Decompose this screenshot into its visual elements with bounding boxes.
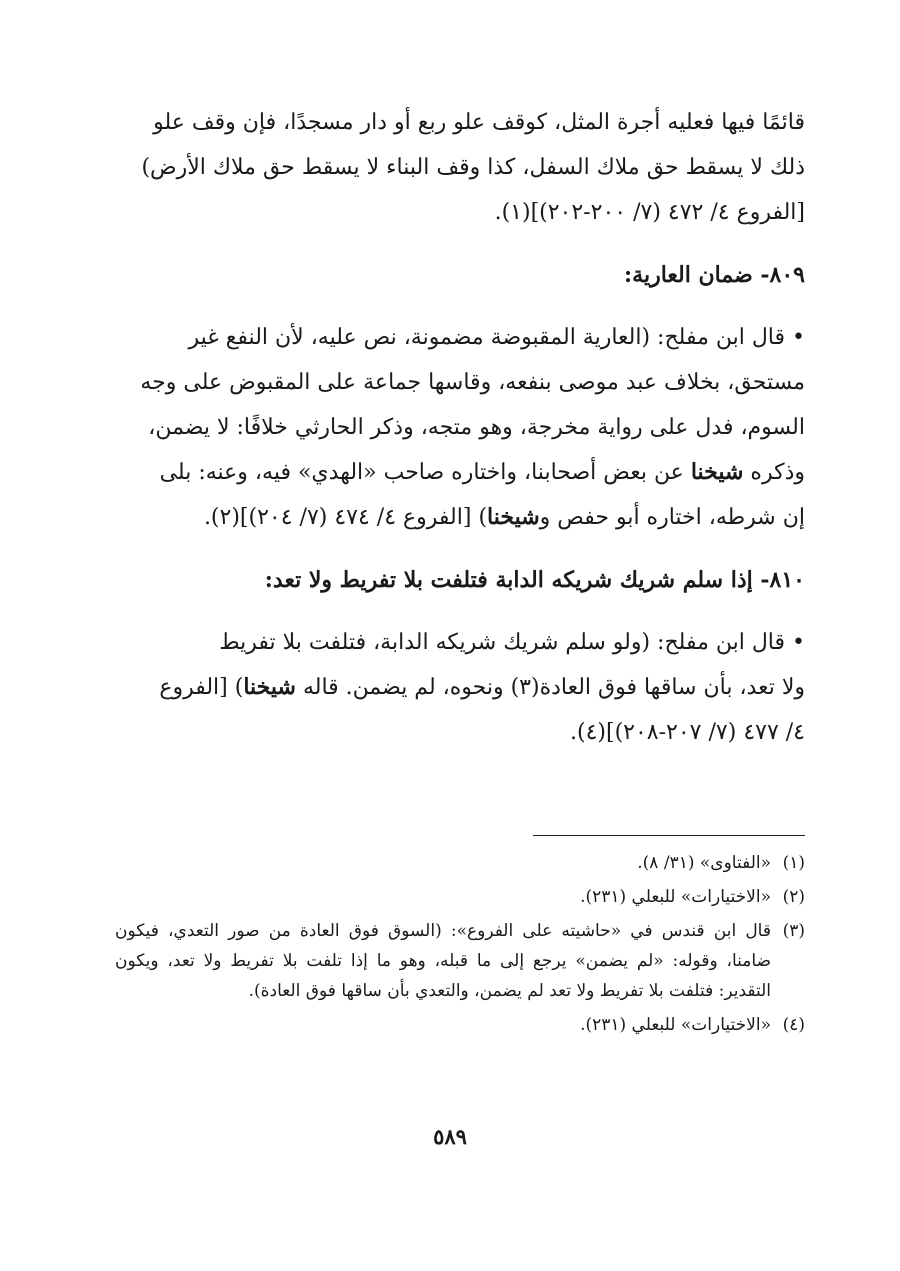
footnotes [115,848,805,1044]
paragraph-ariya [105,315,805,540]
page-number: ٥٨٩ [433,1124,467,1149]
paragraph-waqf [105,100,805,235]
footnote-text: قال ابن قندس في «حاشيته على الفروع»: (السوق فوق العادة من صور التعدي، فيكون ضامنا، وقوله: «لم يضمن» يرجع إلى ما قبله، وهو ما إذا تلفت بلا تفريط ولا تعد، ويكون التقدير: فتلفت بلا تفريط ولا تعد لم يضمن، والتعدي بأن ساقها فوق العادة). [115,921,771,1001]
bold-term: شيخنا [487,504,540,530]
footnote-number: (١) [782,853,805,873]
heading-809: ٨٠٩- ضمان العارية: [624,262,805,288]
text-line: ٤/ ٤٧٧ (٧/ ٢٠٧-٢٠٨)](٤). [570,720,805,745]
text-line: إن شرطه، اختاره أبو حفص وشيخنا) [الفروع ٤/ ٤٧٤ (٧/ ٢٠٤)](٢). [203,504,805,530]
footnote-3 [115,916,805,1006]
text-line: [الفروع ٤/ ٤٧٢ (٧/ ٢٠٠-٢٠٢)](١). [494,200,805,225]
footnote-number: (٣) [782,921,805,941]
footnote-text: «الفتاوى» (٣١/ ٨). [637,853,771,873]
text-line: • قال ابن مفلح: (العارية المقبوضة مضمونة، نص عليه، لأن النفع غير [188,325,805,350]
footnote-divider [533,835,805,836]
heading-810: ٨١٠- إذا سلم شريك شريكه الدابة فتلفت بلا تفريط ولا تعد: [264,567,805,593]
text-line: ذلك لا يسقط حق ملاك السفل، كذا وقف البناء لا يسقط حق ملاك الأرض) [141,155,805,180]
paragraph-dabba [105,620,805,755]
main-text [105,100,805,755]
footnote-2 [115,882,805,912]
text-line: مستحق، بخلاف عبد موصى بنفعه، وقاسها جماعة على المقبوض على وجه [140,370,805,395]
text-line: ولا تعد، بأن ساقها فوق العادة(٣) ونحوه، لم يضمن. قاله شيخنا) [الفروع [159,674,805,700]
text-line: السوم، فدل على رواية مخرجة، وهو متجه، وذكر الحارثي خلافًا: لا يضمن، [148,415,805,440]
footnote-text: «الاختيارات» للبعلي (٢٣١). [580,887,771,907]
footnote-4 [115,1010,805,1040]
bold-term: شيخنا [243,674,296,700]
text-line: • قال ابن مفلح: (ولو سلم شريك شريكه الدابة، فتلفت بلا تفريط [219,630,805,655]
footnote-number: (٤) [782,1015,805,1035]
footnote-text: «الاختيارات» للبعلي (٢٣١). [580,1015,771,1035]
footnote-number: (٢) [782,887,805,907]
text-line: قائمًا فيها فعليه أجرة المثل، كوقف علو ربع أو دار مسجدًا، فإن وقف علو [153,110,805,135]
text-line: وذكره شيخنا عن بعض أصحابنا، واختاره صاحب «الهدي» فيه، وعنه: بلى [159,459,805,485]
bold-term: شيخنا [690,459,744,485]
footnote-1 [115,848,805,878]
